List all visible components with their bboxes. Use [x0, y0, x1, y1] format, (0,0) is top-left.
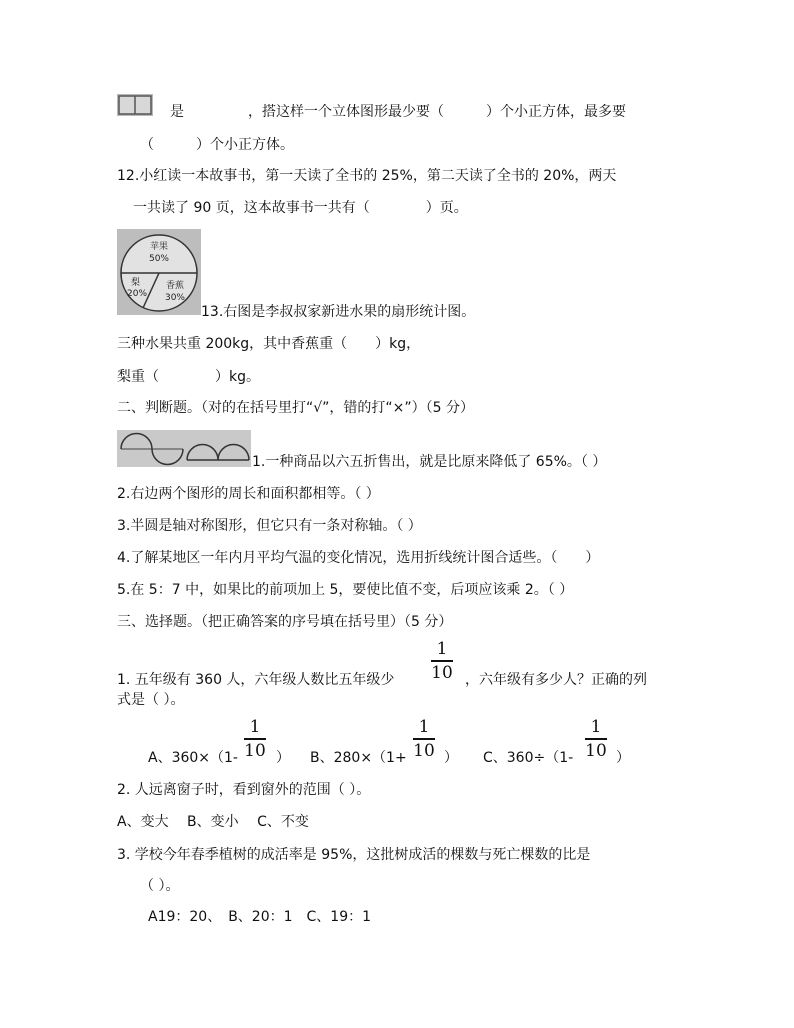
- choice-q1-fraction: [431, 640, 453, 682]
- q13-line3: 梨重（ ）kg。: [117, 369, 260, 385]
- choice-q1-option-c-end: ）: [616, 750, 630, 766]
- fraction-bar: [585, 738, 607, 740]
- q11-is-text: 是: [170, 104, 184, 120]
- choice-q2-text: 2. 人远离窗子时，看到窗外的范围（ ）。: [117, 782, 371, 798]
- judge-item-5: 5.在 5：7 中，如果比的前项加上 5，要使比值不变，后项应该乘 2。（ ）: [117, 582, 574, 598]
- fruit-pie-chart: [117, 229, 201, 315]
- choice-q1-line2: 式是（ ）。: [117, 692, 185, 708]
- fraction-denominator: 10: [585, 740, 607, 761]
- semicircle-shapes-figure: [117, 430, 251, 467]
- pie-label-apple: 苹果: [149, 242, 169, 252]
- pie-pct-apple: 50%: [148, 254, 170, 264]
- q13-line2: 三种水果共重 200kg，其中香蕉重（ ）kg，: [117, 336, 421, 352]
- choice-q1-option-a: A、360×（1-: [148, 750, 238, 766]
- choice-q3-line2: （ ）。: [140, 878, 180, 894]
- fraction-denominator: 10: [413, 740, 435, 761]
- fraction-denominator: 10: [431, 662, 453, 683]
- judge-item-2: 2.右边两个图形的周长和面积都相等。（ ）: [117, 486, 380, 502]
- pie-label-banana: 香蕉: [165, 281, 185, 291]
- pie-pct-banana: 30%: [164, 293, 186, 303]
- q13-line1: 13.右图是李叔叔家新进水果的扇形统计图。: [201, 304, 476, 320]
- option-a-fraction: [244, 718, 266, 760]
- choice-q3-options: A19：20、 B、20：1 C、19：1: [148, 909, 372, 925]
- fraction-numerator: 1: [418, 717, 430, 737]
- choice-q1-text-b: ，六年级有多少人？正确的列: [465, 672, 647, 688]
- q12-line1: 12.小红读一本故事书，第一天读了全书的 25%，第二天读了全书的 20%，两天: [117, 168, 617, 184]
- fraction-bar: [413, 738, 435, 740]
- fraction-numerator: 1: [249, 717, 261, 737]
- cube-figure-icon: [117, 94, 153, 116]
- q12-line2: 一共读了 90 页，这本故事书一共有（ ）页。: [133, 200, 468, 216]
- choice-q1-option-c: C、360÷（1-: [483, 750, 574, 766]
- fraction-bar: [431, 660, 453, 662]
- option-b-fraction: [413, 718, 435, 760]
- choice-q1-option-b-end: ）: [444, 750, 458, 766]
- fraction-bar: [244, 738, 266, 740]
- pie-label-pear: 梨: [131, 278, 141, 288]
- section3-title: 三、选择题。（把正确答案的序号填在括号里）（5 分）: [117, 614, 453, 630]
- choice-q1-text-a: 1. 五年级有 360 人，六年级人数比五年级少: [117, 672, 395, 688]
- judge-item-1: 1.一种商品以六五折售出，就是比原来降低了 65%。（ ）: [252, 454, 607, 470]
- choice-q1-option-b: B、280×（1+: [310, 750, 407, 766]
- choice-q1-option-a-end: ）: [276, 750, 290, 766]
- choice-q2-options: A、变大 B、变小 C、不变: [117, 814, 309, 830]
- choice-q3-line1: 3. 学校今年春季植树的成活率是 95%，这批树成活的棵数与死亡棵数的比是: [117, 847, 591, 863]
- q11-line2: （ ）个小正方体。: [140, 137, 294, 153]
- q11-text: ，搭这样一个立体图形最少要（ ）个小正方体，最多要: [248, 104, 626, 120]
- judge-item-4: 4.了解某地区一年内月平均气温的变化情况，选用折线统计图合适些。（ ）: [117, 550, 600, 566]
- fraction-numerator: 1: [436, 639, 448, 659]
- fraction-denominator: 10: [244, 740, 266, 761]
- section2-title: 二、判断题。（对的在括号里打“√”，错的打“×”）（5 分）: [117, 400, 475, 416]
- judge-item-3: 3.半圆是轴对称图形，但它只有一条对称轴。（ ）: [117, 518, 422, 534]
- fraction-numerator: 1: [590, 717, 602, 737]
- option-c-fraction: [585, 718, 607, 760]
- pie-pct-pear: 20%: [127, 289, 148, 299]
